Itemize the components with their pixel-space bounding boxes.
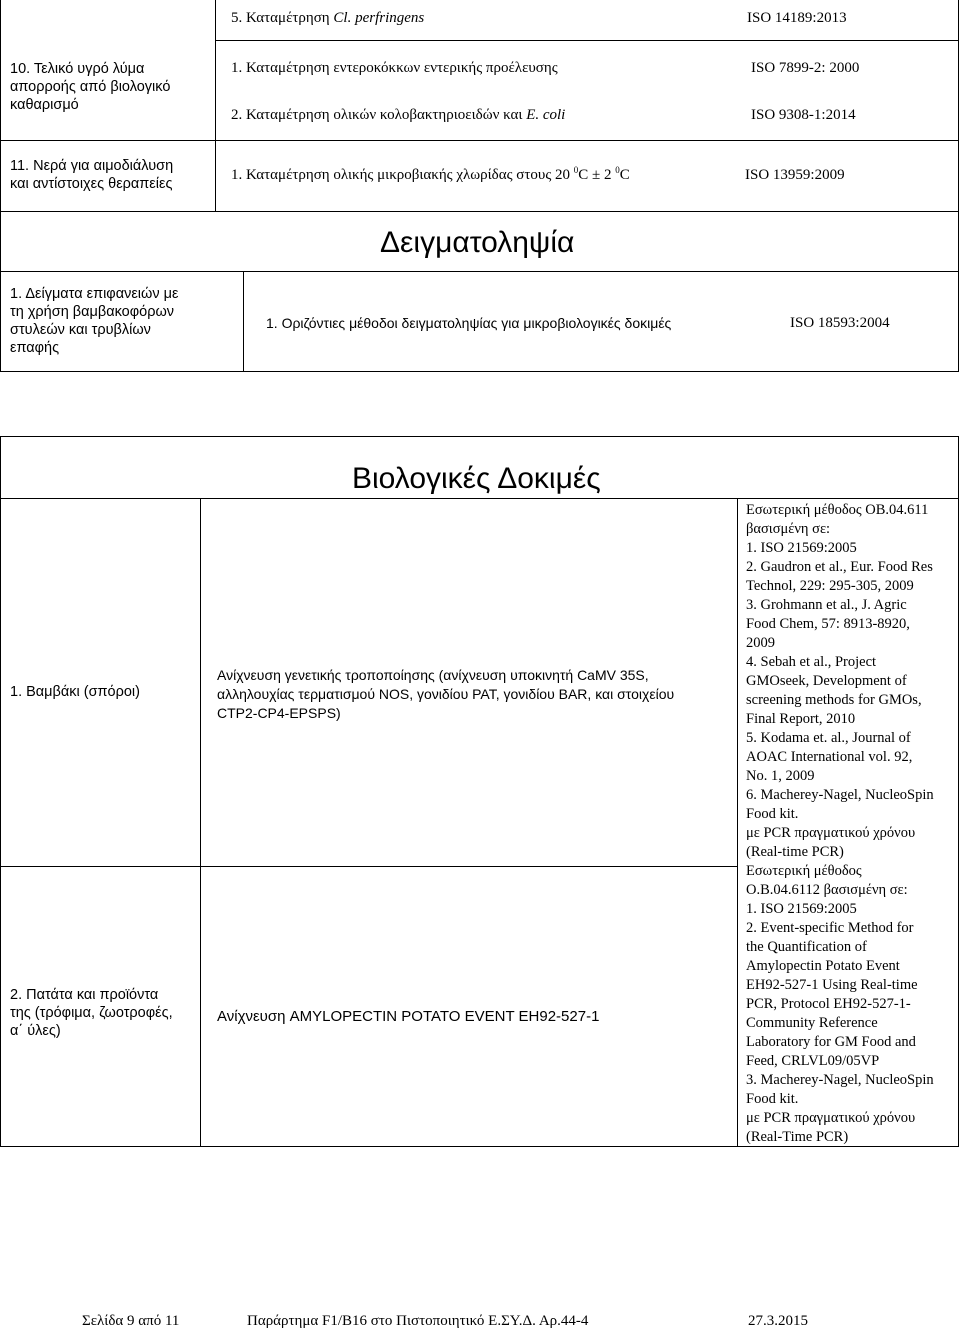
footer-page-number: Σελίδα 9 από 11 (82, 1313, 180, 1329)
test-label: C ± 2 (578, 167, 612, 183)
category-wastewater (10, 60, 170, 114)
reference-line: screening methods for GMOs, (746, 692, 922, 708)
category-cotton-seeds: 1. Βαμβάκι (σπόροι) (10, 684, 140, 700)
standard-iso-18593: ISO 18593:2004 (790, 315, 890, 331)
test-horizontal-sampling: 1. Οριζόντιες μέθοδοι δειγματοληψίας για μικροβιολογικές δοκιμές (266, 315, 672, 331)
reference-line: Food kit. (746, 1091, 799, 1107)
method-references (746, 501, 934, 1147)
reference-line: Feed, CRLVL09/05VP (746, 1053, 880, 1069)
category-line: τη χρήση βαμβακοφόρων (10, 304, 175, 320)
test-gmo-detection (217, 666, 674, 723)
category-surface-samples (10, 285, 178, 357)
category-line: της (τρόφιμα, ζωοτροφές, (10, 1005, 173, 1021)
reference-line: AOAC International vol. 92, (746, 749, 913, 765)
reference-line: Laboratory for GM Food and (746, 1034, 916, 1050)
category-line: απορροής από βιολογικό (10, 79, 171, 95)
reference-line: GMOseek, Development of (746, 673, 907, 689)
reference-line: 2. Event-specific Method for (746, 920, 914, 936)
standard-iso-14189: ISO 14189:2013 (747, 10, 847, 26)
test-line: αλληλουχίας τερματισμού NOS, γονιδίου PAT, γονιδίου BAR, και στοιχείου (217, 686, 675, 702)
degree-mark: 0 (573, 165, 579, 175)
reference-line: Food Chem, 57: 8913-8920, (746, 616, 910, 632)
category-line: α΄ ύλες) (10, 1023, 61, 1039)
reference-line: βασισμένη σε: (746, 521, 831, 537)
reference-line: 2009 (746, 635, 775, 651)
reference-line: No. 1, 2009 (746, 768, 815, 784)
category-line: 1. Δείγματα επιφανειών με (10, 286, 179, 302)
test-line: Ανίχνευση γενετικής τροποποίησης (ανίχνευση υποκινητή CaMV 35S, (217, 667, 649, 683)
reference-line: Food kit. (746, 806, 799, 822)
reference-line: Εσωτερική μέθοδος (746, 863, 862, 879)
reference-line: Εσωτερική μέθοδος ΟΒ.04.611 (746, 502, 929, 518)
degree-mark: 0 (615, 165, 620, 175)
reference-line: με PCR πραγματικού χρόνου (746, 825, 916, 841)
reference-line: 2. Gaudron et al., Eur. Food Res (746, 559, 933, 575)
reference-line: 4. Sebah et al., Project (746, 654, 877, 670)
reference-line: 3. Macherey-Nagel, NucleoSpin (746, 1072, 934, 1088)
reference-line: 3. Grohmann et al., J. Agric (746, 597, 907, 613)
reference-line: Community Reference (746, 1015, 878, 1031)
organism-name: Cl. perfringens (333, 10, 425, 26)
footer-annex: Παράρτημα F1/B16 στο Πιστοποιητικό Ε.ΣΥ.Δ. Αρ.44-4 (247, 1313, 589, 1329)
reference-line: με PCR πραγματικού χρόνου (746, 1110, 916, 1126)
reference-line: 1. ISO 21569:2005 (746, 540, 857, 556)
category-line: καθαρισμό (10, 97, 79, 113)
reference-line: 5. Kodama et. al., Journal of (746, 730, 911, 746)
section-heading-sampling: Δειγματοληψία (380, 226, 575, 259)
test-total-microbial-count (231, 166, 630, 185)
category-line: 2. Πατάτα και προϊόντα (10, 987, 159, 1003)
reference-line: (Real-Time PCR) (746, 1129, 849, 1145)
standard-iso-9308: ISO 9308-1:2014 (751, 107, 856, 123)
reference-line: EH92-527-1 Using Real-time (746, 977, 918, 993)
category-line: και αντίστοιχες θεραπείες (10, 176, 173, 192)
reference-line: (Real-time PCR) (746, 844, 844, 860)
category-line: επαφής (10, 340, 60, 356)
reference-line: Ο.Β.04.6112 βασισμένη σε: (746, 882, 908, 898)
test-enterococci: 1. Καταμέτρηση εντεροκόκκων εντερικής προέλευσης (231, 60, 558, 76)
reference-line: Amylopectin Potato Event (746, 958, 900, 974)
organism-name: E. coli (526, 107, 566, 123)
category-haemodialysis (10, 157, 173, 193)
reference-line: 1. ISO 21569:2005 (746, 901, 857, 917)
test-label: 2. Καταμέτρηση ολικών κολοβακτηριοειδών και (231, 107, 523, 123)
test-cl-perfringens (231, 9, 424, 28)
standard-iso-7899: ISO 7899-2: 2000 (751, 60, 860, 76)
category-line: 11. Νερά για αιμοδιάλυση (10, 158, 174, 174)
test-amylopectin-potato: Ανίχνευση AMYLOPECTIN POTATO EVENT EH92-527-1 (217, 1008, 600, 1025)
section-heading-biological-tests: Βιολογικές Δοκιμές (352, 462, 601, 495)
category-line: 10. Τελικό υγρό λύμα (10, 61, 145, 77)
reference-line: Technol, 229: 295-305, 2009 (746, 578, 914, 594)
test-coliforms (231, 106, 565, 125)
test-label: 1. Καταμέτρηση ολικής μικροβιακής χλωρίδας στους 20 (231, 167, 571, 183)
reference-line: Final Report, 2010 (746, 711, 856, 727)
test-label: C (619, 167, 630, 183)
footer-date: 27.3.2015 (748, 1313, 808, 1329)
test-label: 5. Καταμέτρηση (231, 10, 330, 26)
reference-line: the Quantification of (746, 939, 867, 955)
standard-iso-13959: ISO 13959:2009 (745, 167, 845, 183)
reference-line: PCR, Protocol EH92-527-1- (746, 996, 911, 1012)
reference-line: 6. Macherey-Nagel, NucleoSpin (746, 787, 934, 803)
category-potato-products (10, 986, 173, 1040)
category-line: στυλεών και τρυβλίων (10, 322, 151, 338)
test-line: CTP2-CP4-EPSPS) (217, 705, 341, 721)
